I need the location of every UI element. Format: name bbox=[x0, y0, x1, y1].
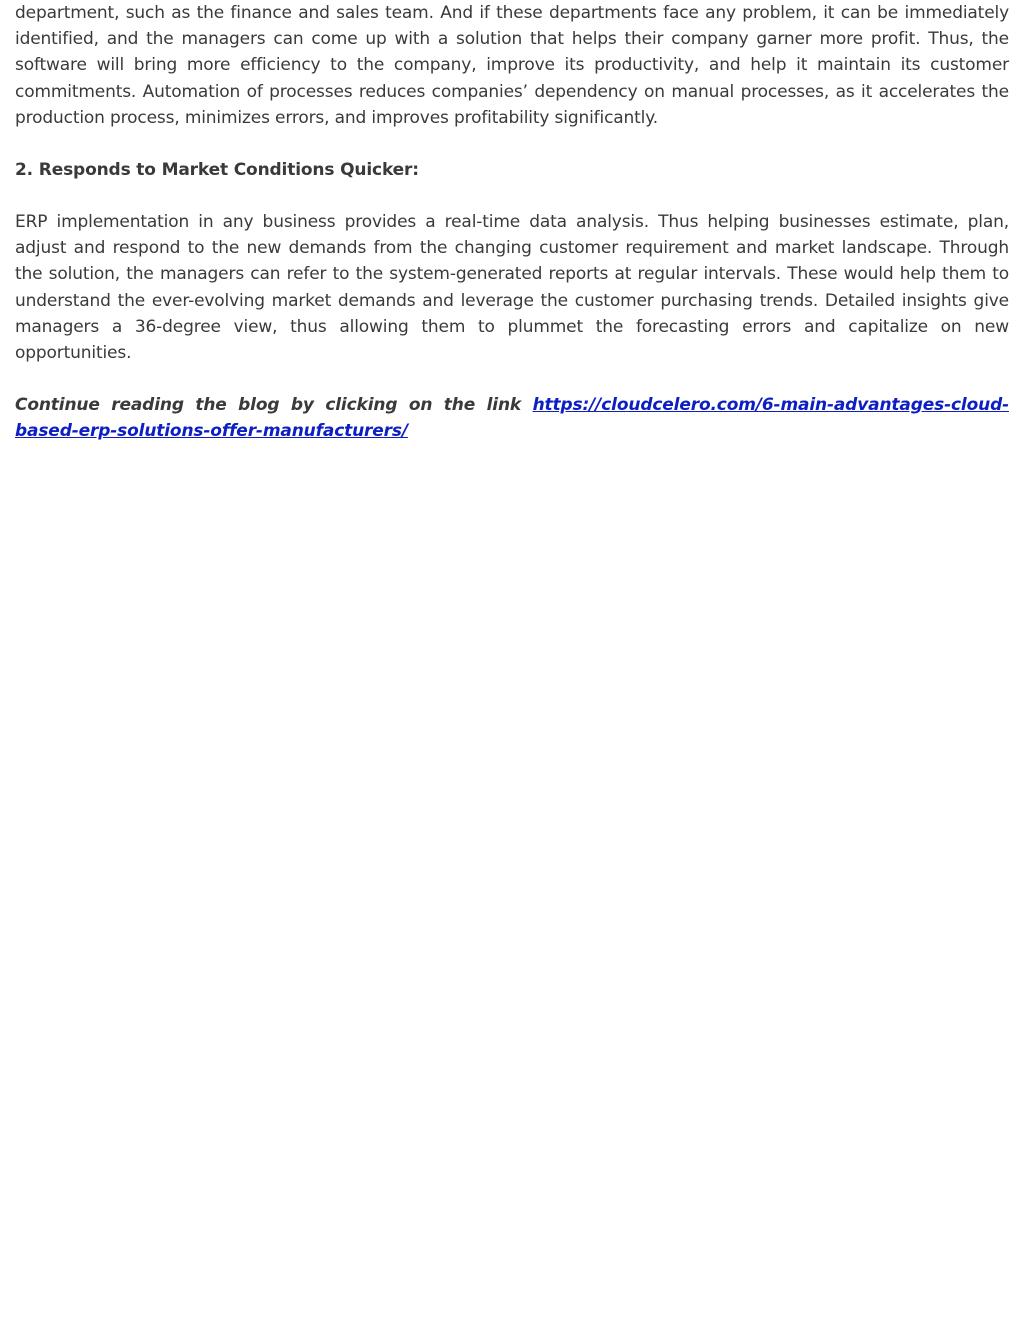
section-heading-market-conditions: 2. Responds to Market Conditions Quicker: bbox=[15, 160, 419, 180]
continue-reading bbox=[15, 392, 1009, 444]
paragraph-efficiency: department, such as the finance and sales team. And if these departments face any problem, it can be immediately identified, and the managers can come up with a solution that helps their company garner more profit. Thus, the software will bring more efficiency to the company, improve its productivity, and help it maintain its customer commitments. Automation of processes reduces companies’ dependency on manual processes, as it accelerates the production process, minimizes errors, and improves profitability significantly. bbox=[15, 3, 1009, 128]
paragraph-market-conditions: ERP implementation in any business provides a real-time data analysis. Thus helping businesses estimate, plan, adjust and respond to the new demands from the changing customer requirement and market landscape. Through the solution, the managers can refer to the system-generated reports at regular intervals. These would help them to understand the ever-evolving market demands and leverage the customer purchasing trends. Detailed insights give managers a 36-degree view, thus allowing them to plummet the forecasting errors and capitalize on new opportunities. bbox=[15, 212, 1009, 364]
continue-reading-label: Continue reading the blog by clicking on the link bbox=[15, 395, 533, 415]
blog-link[interactable]: https://cloudcelero.com/6-main-advantages-cloud-based-erp-solutions-offer-manufacturers/ bbox=[15, 395, 1009, 442]
